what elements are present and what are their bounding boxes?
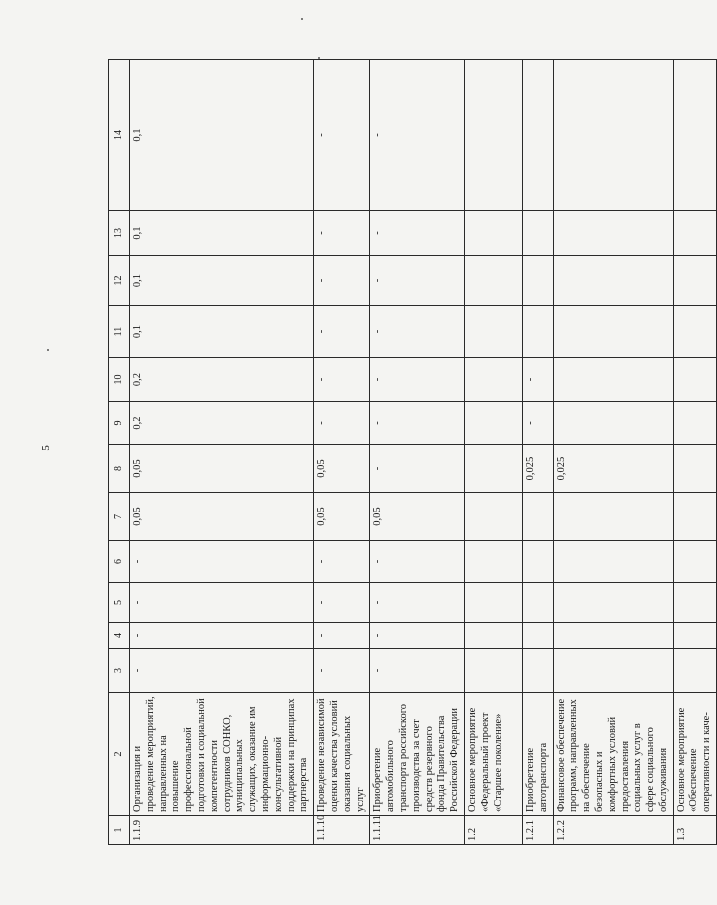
table-cell — [464, 541, 522, 583]
table-cell: - — [370, 60, 465, 211]
table-row — [522, 60, 553, 845]
table-cell — [464, 211, 522, 256]
table-cell — [553, 649, 673, 693]
table-cell: - — [314, 358, 370, 402]
table-cell — [553, 623, 673, 649]
table-cell: - — [314, 541, 370, 583]
table-row — [130, 60, 314, 845]
scan-speck — [301, 18, 303, 20]
col-header: 1 — [109, 816, 130, 845]
table-cell — [464, 445, 522, 493]
row-number: 1.1.10 — [314, 816, 370, 845]
table-cell: 0,1 — [130, 306, 314, 358]
table-cell — [464, 583, 522, 623]
row-description: Основное мероприятие «Федеральный проект «Старшее поколение» — [464, 693, 522, 816]
col-header: 4 — [109, 623, 130, 649]
table-cell — [553, 402, 673, 445]
table-cell: - — [314, 256, 370, 306]
table-cell — [673, 256, 716, 306]
col-header: 8 — [109, 445, 130, 493]
table-cell: - — [370, 211, 465, 256]
row-number: 1.1.9 — [130, 816, 314, 845]
table-cell — [673, 445, 716, 493]
table-cell: - — [130, 541, 314, 583]
row-number: 1.1.11 — [370, 816, 465, 845]
table-cell — [553, 358, 673, 402]
col-header: 11 — [109, 306, 130, 358]
table-cell: - — [370, 583, 465, 623]
table-cell — [464, 493, 522, 541]
table-row — [553, 60, 673, 845]
table-cell — [673, 623, 716, 649]
table-cell — [464, 358, 522, 402]
table-cell: 0,1 — [130, 211, 314, 256]
rotated-table-container — [108, 60, 713, 845]
table-cell — [673, 306, 716, 358]
table-cell — [522, 306, 553, 358]
table-cell: - — [314, 402, 370, 445]
table-cell — [522, 256, 553, 306]
table-cell: 0,05 — [130, 445, 314, 493]
table-cell — [673, 358, 716, 402]
table-cell: - — [370, 445, 465, 493]
row-description: Финансовое обеспечение программ, направленных на обеспечение безопасных и комфортных условий предоставления социальных услуг в сфере социального обслуживания — [553, 693, 673, 816]
table-cell: - — [314, 60, 370, 211]
table-cell — [522, 623, 553, 649]
table-row — [464, 60, 522, 845]
table-cell — [522, 649, 553, 693]
table-cell — [464, 649, 522, 693]
table-cell — [673, 211, 716, 256]
table-cell — [464, 402, 522, 445]
table-cell: - — [370, 358, 465, 402]
row-description: Приобретение автомобильного транспорта российского производства за счет средств резервного фонда Правительства Российской Федерации — [370, 693, 465, 816]
table-cell: 0,2 — [130, 358, 314, 402]
col-header: 12 — [109, 256, 130, 306]
table-row — [370, 60, 465, 845]
table-cell: - — [370, 649, 465, 693]
scan-speck — [47, 349, 49, 351]
table-cell — [553, 256, 673, 306]
table-cell: - — [370, 623, 465, 649]
row-number: 1.2 — [464, 816, 522, 845]
table-cell — [553, 583, 673, 623]
table-cell — [553, 211, 673, 256]
row-number: 1.3 — [673, 816, 716, 845]
table-cell — [522, 541, 553, 583]
table-cell — [553, 306, 673, 358]
table-cell: 0,025 — [553, 445, 673, 493]
table-cell: - — [130, 623, 314, 649]
row-number: 1.2.1 — [522, 816, 553, 845]
col-header: 5 — [109, 583, 130, 623]
table-cell: 0,05 — [314, 493, 370, 541]
table-cell: 0,1 — [130, 60, 314, 211]
table-cell: - — [130, 649, 314, 693]
table-cell — [673, 583, 716, 623]
table-cell — [464, 256, 522, 306]
table-cell — [553, 493, 673, 541]
row-description: Основное мероприятие «Обеспечение оперативности и каче- — [673, 693, 716, 816]
table-cell: 0,05 — [314, 445, 370, 493]
table-cell: - — [130, 583, 314, 623]
col-header: 10 — [109, 358, 130, 402]
col-header: 9 — [109, 402, 130, 445]
table-cell — [464, 306, 522, 358]
table-cell — [673, 493, 716, 541]
col-header: 7 — [109, 493, 130, 541]
table-cell — [464, 60, 522, 211]
table-cell — [553, 541, 673, 583]
table-cell: - — [522, 402, 553, 445]
table-cell — [522, 583, 553, 623]
table-cell — [673, 60, 716, 211]
row-number: 1.2.2 — [553, 816, 673, 845]
table-cell — [522, 60, 553, 211]
table-cell: - — [314, 306, 370, 358]
table-cell: - — [370, 402, 465, 445]
table-cell: 0,2 — [130, 402, 314, 445]
table-cell: 0,025 — [522, 445, 553, 493]
col-header: 2 — [109, 693, 130, 816]
table-cell: - — [370, 306, 465, 358]
table-cell — [464, 623, 522, 649]
table-cell: - — [370, 541, 465, 583]
table-cell: 0,05 — [130, 493, 314, 541]
table-cell: - — [314, 623, 370, 649]
page-number: 5 — [40, 445, 52, 451]
table-cell — [522, 211, 553, 256]
row-description: Приобретение автотранспорта — [522, 693, 553, 816]
col-header: 14 — [109, 60, 130, 211]
table-cell: 0,05 — [370, 493, 465, 541]
table-cell: - — [522, 358, 553, 402]
header-row — [109, 60, 130, 845]
col-header: 3 — [109, 649, 130, 693]
table-cell — [673, 649, 716, 693]
table-cell — [522, 493, 553, 541]
col-header: 13 — [109, 211, 130, 256]
col-header: 6 — [109, 541, 130, 583]
table-cell — [673, 541, 716, 583]
table-cell: - — [370, 256, 465, 306]
table-cell: - — [314, 583, 370, 623]
table-cell: 0,1 — [130, 256, 314, 306]
table-row — [673, 60, 716, 845]
table-cell — [673, 402, 716, 445]
table-cell: - — [314, 649, 370, 693]
table-cell: - — [314, 211, 370, 256]
table-row — [314, 60, 370, 845]
row-description: Организация и проведение мероприятий, направленных на повышение профессиональной подготовки и социальной компетентности сотрудников СОНКО, муниципальных служащих, оказание им информационно-консультативной поддержки на принципах партнерства — [130, 693, 314, 816]
data-table — [108, 59, 717, 845]
row-description: Проведение независимой оценки качества условий оказания социальных услуг — [314, 693, 370, 816]
table-cell — [553, 60, 673, 211]
